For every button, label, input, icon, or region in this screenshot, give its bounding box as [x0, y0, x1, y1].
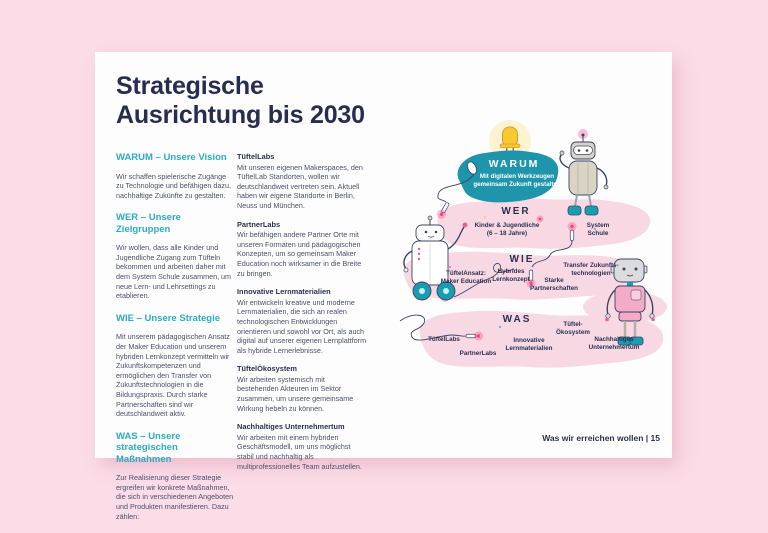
- diagram-wie-label: WIE: [509, 254, 535, 265]
- document-page: [95, 52, 672, 521]
- block-partnerlabs-body: Wir befähigen andere Partner Orte mit unseren Formaten und pädagogischen Konzepten, um so gemeinsam Maker Education noch wirksamer in die Breite zu bringen.: [237, 230, 362, 278]
- page-title-line2: Ausrichtung bis 2030: [116, 101, 365, 129]
- wer-blob: [437, 198, 650, 248]
- block-tueftellabs-body: Mit unseren eigenen Makerspaces, den TüftelLab Standorten, wollen wir deutschlandweit vertreten sein. Aktuell haben wir eigene Standorte in Berlin, Neuss und München.: [237, 162, 363, 210]
- section-wer-body: Wir wollen, dass alle Kinder und Jugendliche Zugang zum Tüfteln bekommen und arbeiten daher mit dem System Schule zusammen, um neue Lern- und Lehrsettings zu etablieren.: [116, 243, 232, 301]
- diagram-warum-subtitle: Mit digitalen Werkzeugen gemeinsam Zukunft gestalten: [473, 173, 561, 188]
- footer-text: Was wir erreichen wollen | 15: [542, 433, 660, 443]
- section-wer: [116, 212, 235, 301]
- block-lernmaterialien-body: Wir entwickeln kreative und moderne Lernmaterialien, die sich an realen technologischen Entwicklungen orientieren und sowohl vor Ort, als auch digital auf unserer eigenen Lernplattform als hybride Lernerlebnisse.: [237, 297, 367, 355]
- section-wie-body: Mit unserem pädagogischen Ansatz der Maker Education und unserem hybriden Lernkonzept vermitteln wir Zukunftskompetenzen und ermöglichen den Transfer von Zukunftstechnologien in die Bildungspraxis. Durch starke Partnerschaften sind wir deutschlandweit aktiv.: [116, 332, 230, 419]
- block-oekosystem-body: Wir arbeiten systemisch mit bestehenden Akteuren im Sektor zusammen, um unsere gemeinsame Wirkung hebeln zu können.: [237, 374, 354, 413]
- left-column: [116, 152, 235, 533]
- block-unternehmertum-heading: Nachhaltiges Unternehmertum: [237, 422, 345, 432]
- section-warum: [116, 152, 235, 200]
- page-footer: [542, 433, 660, 443]
- block-unternehmertum-body: Wir arbeiten mit einem hybriden Geschäftsmodell, um uns möglichst stabil und nachhaltig als multiprofessionelles Team aufzustellen.: [237, 432, 362, 471]
- page-title: [116, 72, 365, 130]
- page-title-line1: Strategische: [116, 72, 264, 100]
- middle-column: [237, 152, 367, 480]
- block-partnerlabs: [237, 220, 367, 279]
- block-lernmaterialien-heading: Innovative Lernmaterialien: [237, 287, 331, 297]
- diagram-warum-label: WARUM: [488, 158, 540, 170]
- diagram-wer-item-kinder: Kinder & Jugendliche (6 – 18 Jahre): [474, 222, 540, 237]
- block-tueftellabs: [237, 152, 367, 211]
- block-tueftellabs-heading: TüftelLabs: [237, 152, 275, 161]
- diagram-wer-label: WER: [501, 206, 531, 217]
- section-was-body: Zur Realisierung dieser Strategie ergreifen wir konkrete Maßnahmen, die sich in verschiedenen Angeboten und Produkten manifestieren. Dazu zählen:: [116, 473, 234, 521]
- section-was: [116, 431, 235, 521]
- block-partnerlabs-heading: PartnerLabs: [237, 219, 281, 229]
- diagram-wer-item-schule: System Schule: [586, 222, 610, 237]
- diagram-was-item-oekosystem: Tüftel- Ökosystem: [556, 321, 590, 336]
- diagram-was-item-tueftellabs: TüftelLabs: [428, 336, 460, 343]
- strategy-diagram-illustration: [390, 107, 672, 387]
- section-was-heading: WAS – Unsere strategischen Maßnahmen: [116, 430, 181, 465]
- diagram-wie-item-transfer: Transfer Zukunfts- technologien: [563, 262, 619, 277]
- section-wie-heading: WIE – Unsere Strategie: [116, 312, 221, 324]
- block-lernmaterialien: [237, 287, 367, 355]
- diagram-was-item-lernmaterialien: Innovative Lernmaterialien: [505, 337, 553, 352]
- block-oekosystem: [237, 364, 367, 413]
- diagram-wie-item-partnerschaften: Starke Partnerschaften: [530, 277, 578, 292]
- section-warum-body: Wir schaffen spielerische Zugänge zu Technologie und befähigen dazu, nachhaltige Zukünfte zu gestalten.: [116, 171, 231, 200]
- block-unternehmertum: [237, 422, 367, 471]
- diagram-wie-item-tueftelansatz: TüftelAnsatz: Maker Education: [440, 270, 492, 285]
- diagram-was-item-partnerlabs: PartnerLabs: [459, 350, 497, 357]
- diagram-was-item-unternehmertum: Nachhaltiges Unternehmertum: [588, 336, 640, 351]
- section-warum-heading: WARUM – Unsere Vision: [116, 152, 227, 163]
- block-oekosystem-heading: TüftelÖkosystem: [237, 364, 297, 374]
- section-wie: [116, 313, 235, 419]
- diagram-wie-item-hybrides: Hybrides Lernkonzept: [492, 268, 530, 283]
- diagram-was-label: WAS: [502, 314, 532, 325]
- section-wer-heading: WER – Unsere Zielgruppen: [116, 212, 181, 235]
